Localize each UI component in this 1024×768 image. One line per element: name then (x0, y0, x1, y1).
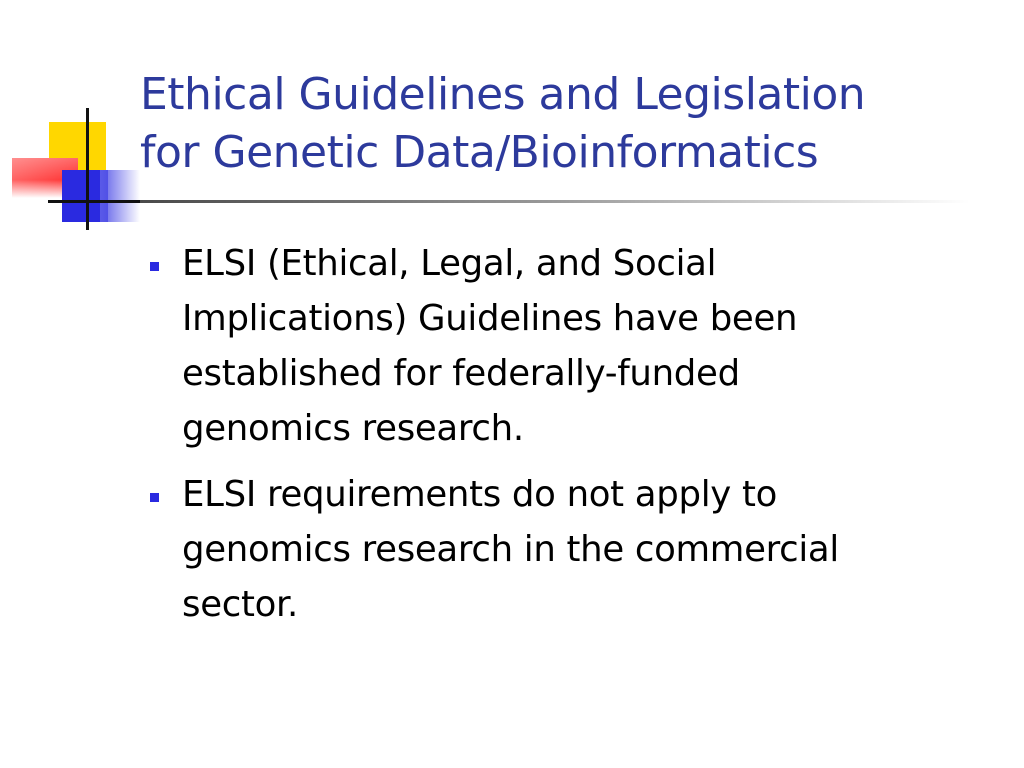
bullet-line: ELSI requirements do not apply to (182, 474, 778, 515)
bullet-line: sector. (182, 584, 299, 625)
horizontal-line (48, 200, 140, 203)
blue-square-fade (100, 170, 140, 222)
bullet-line: established for federally-funded (182, 353, 740, 394)
bullet-line: Implications) Guidelines have been (182, 298, 798, 339)
bullet-item (150, 236, 980, 456)
bullet-line: genomics research in the commercial (182, 529, 839, 570)
vertical-line (86, 108, 89, 230)
square-bullet-icon (150, 262, 159, 271)
bullet-item (150, 467, 980, 632)
slide-title (140, 66, 1010, 182)
title-line: Ethical Guidelines and Legislation (140, 69, 866, 120)
title-underline (140, 200, 970, 203)
bullet-line: genomics research. (182, 408, 524, 449)
bullet-list (150, 236, 980, 643)
color-blocks-logo-icon (0, 0, 150, 240)
bullet-line: ELSI (Ethical, Legal, and Social (182, 243, 717, 284)
square-bullet-icon (150, 493, 159, 502)
title-line: for Genetic Data/Bioinformatics (140, 127, 819, 178)
